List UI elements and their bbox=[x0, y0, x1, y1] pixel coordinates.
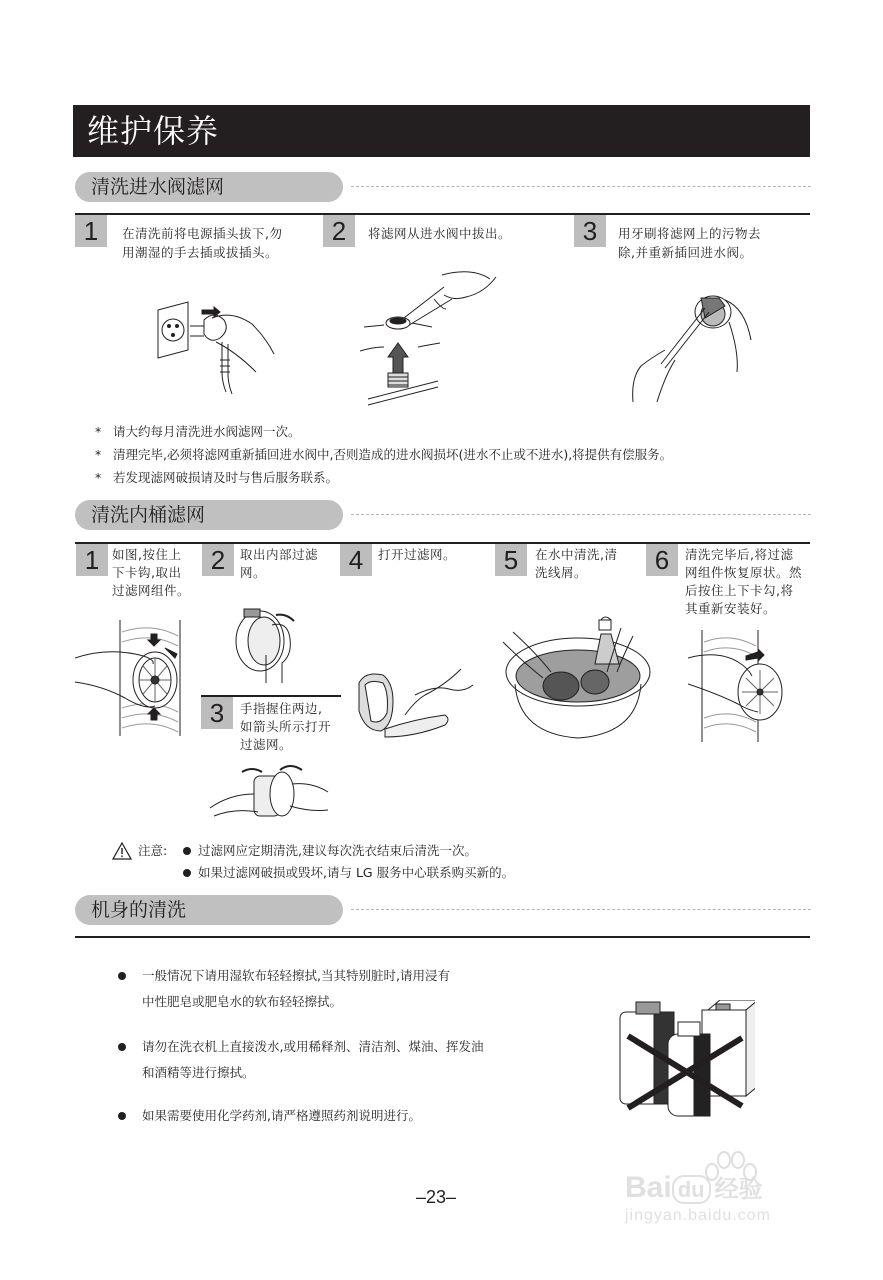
page-title-bar bbox=[73, 105, 810, 157]
step-text-line: 洗线屑。 bbox=[535, 565, 588, 580]
toothbrush-clean-filter-illustration bbox=[625, 290, 755, 405]
bullet-icon bbox=[118, 1043, 126, 1051]
instruction-line: 请勿在洗衣机上直接泼水,或用稀释剂、清洁剂、煤油、挥发油 bbox=[142, 1039, 484, 1054]
note-text: 请大约每月清洗进水阀滤网一次。 bbox=[113, 424, 301, 439]
step-text-line: 网。 bbox=[240, 565, 267, 580]
bullet-icon bbox=[118, 972, 126, 980]
section-heading: 清洗内桶滤网 bbox=[91, 504, 206, 526]
caution-item: 过滤网应定期清洗,建议每次洗衣结束后清洗一次。 bbox=[198, 843, 477, 858]
note-text: 清理完毕,必须将滤网重新插回进水阀中,否则造成的进水阀损坏(进水不止或不进水),将提供有偿服务。 bbox=[113, 447, 673, 462]
watermark-brand: Bai bbox=[625, 1171, 672, 1204]
dashed-divider bbox=[351, 909, 811, 910]
step-text: 打开过滤网。 bbox=[378, 547, 457, 562]
watermark-brand2: du bbox=[672, 1175, 711, 1204]
caution-label: 注意: bbox=[138, 843, 168, 858]
remove-filter-assembly-illustration bbox=[75, 618, 185, 738]
warning-triangle-icon bbox=[112, 842, 132, 860]
note-item bbox=[95, 470, 338, 486]
step-text bbox=[240, 700, 350, 754]
caution-item: 如果过滤网破损或毁坏,请与 LG 服务中心联系购买新的。 bbox=[198, 865, 515, 880]
bullet-icon bbox=[183, 869, 191, 877]
step-text-line: 网组件恢复原状。然 bbox=[685, 565, 803, 580]
step-number: 4 bbox=[340, 544, 372, 576]
watermark-url: jingyan.baidu.com bbox=[625, 1207, 771, 1224]
bullet-icon bbox=[183, 847, 191, 855]
section-rule bbox=[75, 213, 810, 215]
step-text: 将滤网从进水阀中拔出。 bbox=[368, 226, 512, 241]
step-text bbox=[112, 546, 202, 600]
step-text-line: 如图,按住上 bbox=[112, 547, 182, 562]
instruction-line: 一般情况下请用湿软布轻轻擦拭,当其特别脏时,请用浸有 bbox=[142, 968, 450, 983]
section-rule bbox=[75, 936, 810, 938]
instruction-line: 如果需要使用化学药剂,请严格遵照药剂说明进行。 bbox=[142, 1108, 421, 1123]
step-text-line: 除,并重新插回进水阀。 bbox=[618, 245, 753, 260]
step-number: 1 bbox=[76, 544, 108, 576]
step-number: 1 bbox=[75, 215, 107, 247]
step-text-line: 手指握住两边, bbox=[240, 701, 323, 716]
baidu-watermark bbox=[625, 1172, 771, 1226]
unplug-plug-illustration bbox=[150, 290, 280, 400]
section-pill bbox=[75, 500, 343, 530]
section-heading: 清洗进水阀滤网 bbox=[91, 176, 225, 198]
step-text-line: 在水中清洗,清 bbox=[535, 547, 618, 562]
step-text-line: 用牙刷将滤网上的污物去 bbox=[618, 226, 762, 241]
section-heading: 机身的清洗 bbox=[91, 899, 187, 921]
watermark-suffix: 经验 bbox=[714, 1176, 763, 1203]
step-text bbox=[122, 224, 332, 262]
note-text: 若发现滤网破损请及时与售后服务联系。 bbox=[113, 470, 339, 485]
step-number: 3 bbox=[574, 215, 606, 247]
open-filter-fingers-illustration bbox=[210, 760, 330, 820]
asterisk-icon: * bbox=[95, 424, 102, 439]
step-text bbox=[618, 224, 818, 262]
take-out-inner-filter-illustration bbox=[232, 605, 302, 685]
page-number: –23– bbox=[416, 1187, 457, 1207]
step-text-line: 下卡钩,取出 bbox=[112, 565, 182, 580]
step-text-line: 清洗完毕后,将过滤 bbox=[685, 547, 794, 562]
step-text bbox=[240, 546, 340, 582]
asterisk-icon: * bbox=[95, 470, 102, 485]
cleaning-instruction bbox=[142, 963, 450, 1015]
note-item bbox=[95, 424, 301, 440]
dashed-divider bbox=[351, 514, 811, 515]
reinstall-filter-illustration bbox=[688, 628, 798, 743]
opened-filter-illustration bbox=[355, 655, 475, 745]
step-text bbox=[535, 546, 645, 582]
step-text-line: 其重新安装好。 bbox=[685, 601, 777, 616]
asterisk-icon: * bbox=[95, 447, 102, 462]
page-title: 维护保养 bbox=[87, 112, 220, 150]
section-pill bbox=[75, 895, 343, 925]
cleaning-instruction bbox=[142, 1103, 421, 1129]
step-text-line: 过滤网组件。 bbox=[112, 583, 191, 598]
step-text-line: 在清洗前将电源插头拔下,勿 bbox=[122, 226, 283, 241]
paw-icon bbox=[700, 1150, 760, 1194]
step-text-line: 如箭头所示打开 bbox=[240, 719, 332, 734]
step-text-line: 过滤网。 bbox=[240, 737, 293, 752]
instruction-line: 中性肥皂或肥皂水的软布轻轻擦拭。 bbox=[142, 994, 343, 1009]
step-number: 6 bbox=[646, 544, 678, 576]
step-text bbox=[685, 546, 815, 618]
step-text-line: 用潮湿的手去插或拔插头。 bbox=[122, 245, 279, 260]
pliers-pull-filter-illustration bbox=[360, 265, 500, 410]
step-text-line: 取出内部过滤 bbox=[240, 547, 319, 562]
section-rule bbox=[75, 542, 810, 544]
step-number: 5 bbox=[495, 544, 527, 576]
note-item bbox=[95, 447, 672, 463]
wash-in-basin-illustration bbox=[503, 612, 653, 742]
step-number: 3 bbox=[201, 697, 233, 729]
step-number: 2 bbox=[323, 215, 355, 247]
step-text-line: 后按住上下卡勾,将 bbox=[685, 583, 794, 598]
no-chemicals-illustration bbox=[610, 1000, 755, 1120]
instruction-line: 和酒精等进行擦拭。 bbox=[142, 1065, 255, 1080]
bullet-icon bbox=[118, 1112, 126, 1120]
dashed-divider bbox=[351, 186, 811, 187]
section-pill bbox=[75, 172, 343, 202]
step-number: 2 bbox=[202, 544, 234, 576]
cleaning-instruction bbox=[142, 1034, 483, 1086]
